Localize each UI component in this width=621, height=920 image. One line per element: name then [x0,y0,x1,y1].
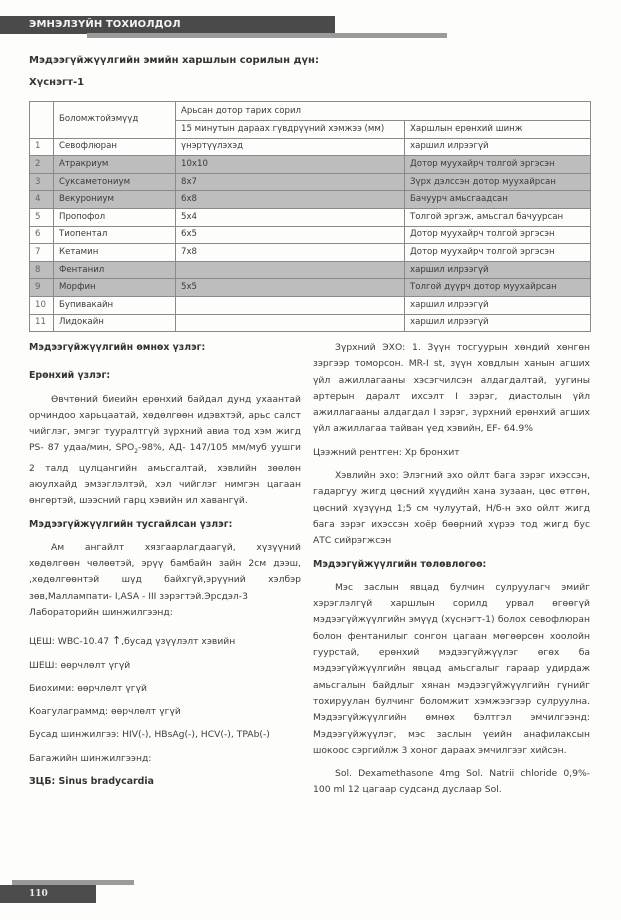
reaction: Толгой дүүрч дотор муухайрсан [405,279,591,297]
reaction: харшил илрээгүй [405,314,591,332]
table-row [30,261,591,279]
row-number: 11 [30,314,54,332]
header-wheal-size: 15 минутын дараах гүвдрүүний хэмжээ (мм) [176,121,405,139]
drug-name: Тиопентал [54,226,176,244]
special-exam-text: Ам ангайлт хязгаарлагдаагүй, хүзүүний хөдөлгөөн чөлөөтэй, эрүү бамбайн зайн 2см дээш, ,хөдөлгөөнтэй шүд байхгүй,эрүүний хэлбэр зөв,Маллампати- I,ASA - III зэрэгтэй.Эрсдэл-3 [29,541,301,602]
cbc-result: ЦЕШ: WBC-10.47 ↑,бусад үзүүлэлт хэвийн [29,634,236,648]
reaction: харшил илрээгүй [405,138,591,156]
chest-xray-text: Цээжний рентген: Хр бронхит [313,446,460,458]
table-row [30,138,591,156]
coag-result: Коагулаграммд: өөрчлөлт үгүй [29,706,181,718]
table-row [30,173,591,191]
header-drugs: Боломжтойэмүүд [54,102,176,139]
reaction: харшил илрээгүй [405,261,591,279]
table-body [30,138,591,332]
drug-name: Морфин [54,279,176,297]
plan-text: Мэс заслын явцад булчин сулруулагч эмийг хэрэглэлгүй харшлын сорилд урвал өгөөгүй мэдээгүйжүүлгийн эмүүд (хүснэгт-1) болох севофлюран болон фентанилыг сонгон цагаан мөгөөрсөн хоолойн гуурстай, ерөнхий мэдээгүйжүүлэг өгөх ба мэдээгүйжүүлгийн явцад амьсгалыг гараар удирдаж амьсгалын байдлыг хянан мэдээгүйжүүлгийн гүнийг тохируулан булчинг боломжит хэмжээгээр сулруулна. Мэдээгүйжүүлгийн өмнөх бэлтгэл эмчилгээнд: Мэдээгүйжүүлэг, мэс заслын үеийн анафилаксын шокоос сэргийлж 3 хоног дараах эмчилгээг хийсэн. [313,581,590,756]
solution-text: Sol. Dexamethasone 4mg Sol. Natrii chloride 0,9%- 100 ml 12 цагаар судсанд дуслаар Sol. [313,768,590,796]
row-number: 4 [30,191,54,209]
row-number: 7 [30,244,54,262]
wheal-size [176,314,405,332]
drug-name: Бупивакайн [54,296,176,314]
table-caption: Хүснэгт-1 [29,77,85,88]
other-tests-result: Бусад шинжилгээ: HIV(-), HBsAg(-), HCV(-), TPAb(-) [29,729,270,741]
table-row [30,226,591,244]
ecg-result: ЗЦБ: Sinus bradycardia [29,776,154,788]
special-exam-heading: Мэдээгүйжүүлгийн тусгайлсан үзлэг: [29,518,233,530]
row-number: 8 [30,261,54,279]
general-exam-text: Өвчтөний биеийн ерөнхий байдал дунд ухаантай орчиндоо харьцаатай, хөдөлгөөн идэвхтэй, арьс салст чийглэг, эмгэг тууралтгүй зүрхний авиа тод хэм жигд PS- 87 удаа/мин, $SPO_2-98\%$, АД- 147/105 мм/муб уушги 2 талд цулцангийн амьсгалтай, хэвлийн зөөлөн аюулхайд эмзэглэлтэй, хэл чийглэг нимгэн цагаан өнгөртэй, шээсний гарц хэвийн ил хавангүй. [29,393,301,507]
reaction: Толгой эргэж, амьсгал бачуурсан [405,208,591,226]
general-exam-heading: Ерөнхий үзлэг: [29,370,111,382]
drug-name: Векурониум [54,191,176,209]
page-number: 110 [29,889,48,899]
drug-name: Пропофол [54,208,176,226]
table-header-row [30,102,591,121]
abdominal-echo-text: Хэвлийн эхо: Элэгний эхо ойлт бага зэрэг ихэссэн, гадаргуу жигд цөсний хүүдийн хана зузаан, цөс өтгөн, цөсний хүзүүнд 1;5 см чулуутай, Н/б-н эхо ойлт жигд бага зэрэг ихэссэн хоёр бөөрний хүрээ тод жигд бус АТС сийрэгжсэн [313,470,590,547]
results-title: Мэдээгүйжүүлгийн эмийн харшлын сорилын дүн: [29,55,319,66]
row-number: 5 [30,208,54,226]
table-row [30,156,591,174]
right-column [313,340,590,799]
urine-result: ШЕШ: өөрчлөлт үгүй [29,659,131,671]
table-row [30,191,591,209]
drug-name: Кетамин [54,244,176,262]
header-number [30,102,54,139]
reaction: харшил илрээгүй [405,296,591,314]
drug-name: Суксаметониум [54,173,176,191]
wheal-size: үнэртүүлэхэд [176,138,405,156]
row-number: 2 [30,156,54,174]
table-row [30,314,591,332]
row-number: 10 [30,296,54,314]
drug-name: Лидокайн [54,314,176,332]
table-row [30,296,591,314]
page-number-box [0,885,96,903]
wheal-size: 10x10 [176,156,405,174]
cardiac-echo-text: Зүрхний ЭХО: 1. Зүүн тосгуурын хөндий хөнгөн зэргээр томорсон. MR-I st, зүүн ховдлын ханын агших үйл ажиллагааны хэсэгчилсэн алдагдалтай, уугины артерын даралт ихсэлт I зэрэг, диастолын үйл ажиллагааны алдагдал I зэрэг, зүрхний ерөнхий агших үйл ажиллагаа тайван үед хэвийн, EF- 64.9% [313,342,590,435]
wheal-size: 5x4 [176,208,405,226]
reaction: Бачуурч амьсгаадсан [405,191,591,209]
lab-heading: Лабораторийн шинжилгээнд: [29,606,173,618]
row-number: 1 [30,138,54,156]
wheal-size: 8x7 [176,173,405,191]
arrow-up-icon: ↑ [111,634,122,648]
drug-name: Севофлюран [54,138,176,156]
allergy-test-table [29,101,591,332]
row-number: 9 [30,279,54,297]
wheal-size [176,261,405,279]
wheal-size: 7x8 [176,244,405,262]
plan-heading: Мэдээгүйжүүлгийн төлөвлөгөө: [313,558,487,570]
wheal-size: 5x5 [176,279,405,297]
row-number: 3 [30,173,54,191]
wheal-size: 6x8 [176,191,405,209]
table-row [30,208,591,226]
header-reaction: Харшлын ерөнхий шинж [405,121,591,139]
biochem-result: Биохими: өөрчлөлт үгүй [29,682,148,694]
header-accent-line [87,33,447,38]
left-column [29,340,301,790]
drug-name: Атракриум [54,156,176,174]
drug-name: Фентанил [54,261,176,279]
reaction: Дотор муухайрч толгой эргэсэн [405,244,591,262]
reaction: Зүрх дэлссэн дотор муухайрсан [405,173,591,191]
instrumental-heading: Багажийн шинжилгээнд: [29,752,152,764]
table-row [30,244,591,262]
wheal-size: 6x5 [176,226,405,244]
section-header-title: ЭМНЭЛЗҮЙН ТОХИОЛДОЛ [29,19,181,30]
header-intradermal-test: Арьсан дотор тарих сорил [176,102,591,121]
reaction: Дотор муухайрч толгой эргэсэн [405,226,591,244]
pre-exam-heading: Мэдээгүйжүүлгийн өмнөх үзлэг: [29,342,206,353]
reaction: Дотор муухайрч толгой эргэсэн [405,156,591,174]
table-row [30,279,591,297]
row-number: 6 [30,226,54,244]
wheal-size [176,296,405,314]
